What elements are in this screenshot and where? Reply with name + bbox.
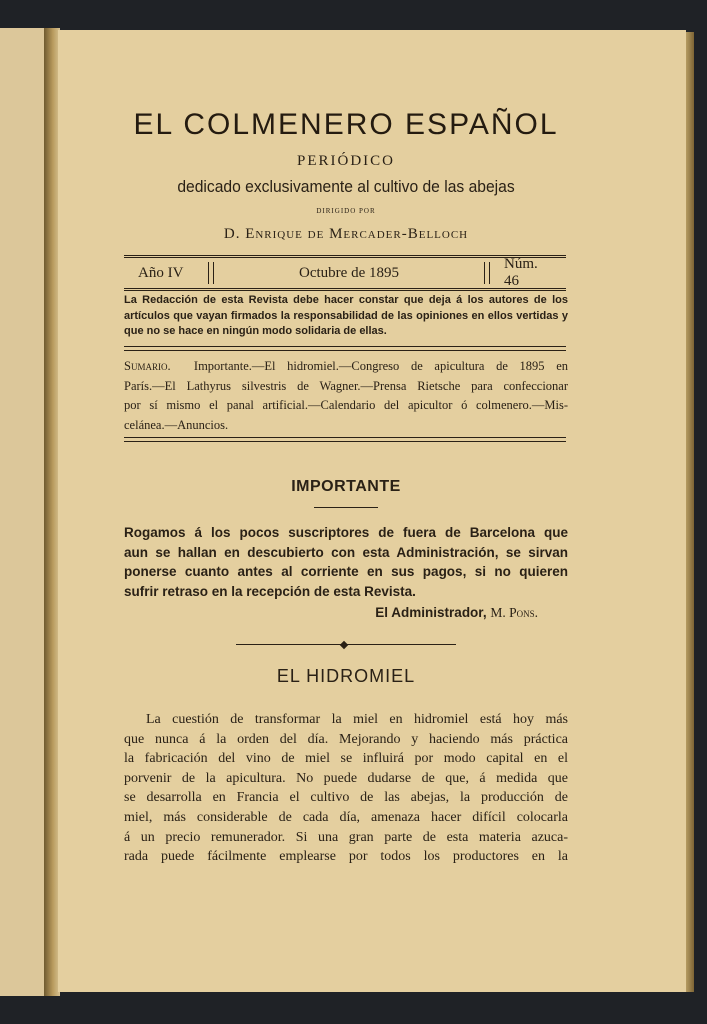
body-line: que nunca á la orden del día. Mejorando y haciendo más práctica <box>124 731 568 747</box>
summary-line: París.—El Lathyrus silvestris de Wagner.—Prensa Rietsche para confeccionar <box>124 378 568 393</box>
section-title-importante: IMPORTANTE <box>291 478 401 495</box>
signature <box>124 605 538 621</box>
summary-line: celánea.—Anuncios. <box>124 417 229 432</box>
section-title-hidromiel: EL HIDROMIEL <box>276 666 416 686</box>
body-line: ponerse cuanto antes al corriente en sus pagos, si no quieren <box>124 564 568 579</box>
issue-info-bar <box>124 255 566 291</box>
divider-rule <box>124 437 566 442</box>
masthead-subtitle: PERIÓDICO <box>296 153 395 169</box>
masthead-director: D. Enrique de Mercader-Belloch <box>223 226 469 242</box>
signature-name: M. Pons. <box>490 605 538 620</box>
summary-label: Sumario. <box>124 359 171 373</box>
page-content <box>124 0 568 1024</box>
editorial-notice: La Redacción de esta Revista debe hacer constar que deja á los autores de los artículos que vayan firmados la responsabilidad de las opiniones en ellos vertidas y que no se hace en ningún modo solidaria de ellas. <box>124 294 568 337</box>
divider-rule <box>124 346 566 351</box>
summary-line: por sí mismo el panal artificial.—Calendario del apicultor ó colmenero.—Mis- <box>124 398 568 412</box>
body-line: á un precio remunerador. Si una gran parte de esta materia azuca- <box>124 829 568 845</box>
ornamental-divider <box>236 642 456 648</box>
body-line: sufrir retraso en la recepción de esta Revista. <box>124 583 416 599</box>
facing-page-edge <box>0 28 49 996</box>
masthead-dirigido: DIRIGIDO POR <box>316 207 376 215</box>
diamond-ornament-icon <box>340 641 348 649</box>
issue-year: Año IV <box>138 264 184 281</box>
body-line: la fabricación del vino de miel se influirá por modo capital en el <box>124 751 568 767</box>
hidromiel-body <box>124 710 568 867</box>
body-line: aun se hallan en descubierto con esta Administración, se sirvan <box>124 544 568 560</box>
page-edge <box>686 32 694 992</box>
title-underline <box>314 507 378 508</box>
importante-body <box>124 523 568 601</box>
signature-role: El Administrador, <box>375 605 487 620</box>
masthead-title: EL COLMENERO ESPAÑOL <box>133 108 559 141</box>
body-line: rada puede fácilmente emplearse por todos los productores en la <box>124 849 568 865</box>
issue-number: Núm. 46 <box>504 256 538 289</box>
body-line: Rogamos á los pocos suscriptores de fuera de Barcelona que <box>124 525 568 540</box>
summary <box>124 357 568 435</box>
body-line: porvenir de la apicultura. No puede dudarse de que, á medida que <box>124 770 568 786</box>
issue-date: Octubre de 1895 <box>299 264 399 281</box>
body-line: miel, más considerable de cada día, amenaza hacer difícil colocarla <box>124 809 568 825</box>
summary-line-text: Importante.—El hidromiel.—Congreso de apicultura de 1895 en <box>193 359 569 373</box>
body-line: se desarrolla en Francia el cultivo de las abejas, la producción de <box>124 790 568 806</box>
masthead-tagline: dedicado exclusivamente al cultivo de las abejas <box>177 177 515 196</box>
body-line: La cuestión de transformar la miel en hidromiel está hoy más <box>146 712 568 727</box>
summary-line <box>124 357 568 377</box>
